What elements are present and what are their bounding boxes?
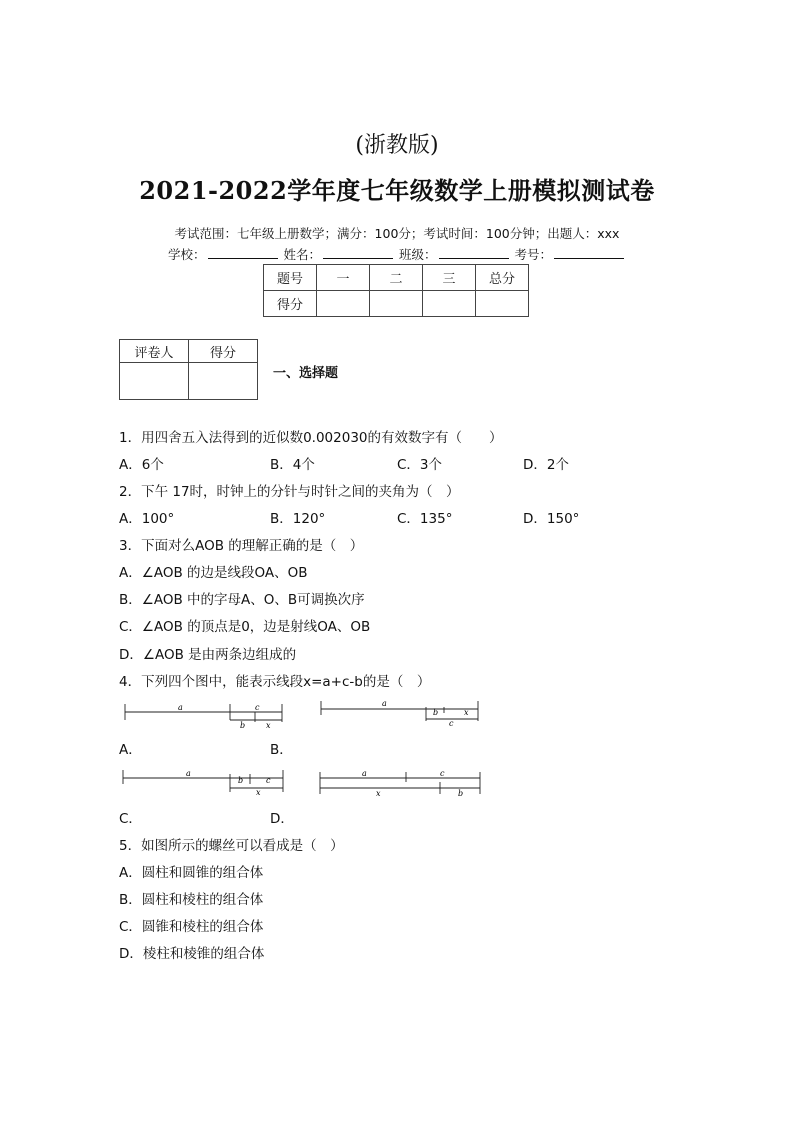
school-blank[interactable]: [208, 246, 278, 259]
q3-option-b[interactable]: B．∠AOB 中的字母A、O、B可调换次序: [119, 592, 365, 608]
question-5-stem: 5．如图所示的螺丝可以看成是（ ）: [119, 838, 344, 854]
q4-option-d[interactable]: D．: [270, 811, 294, 827]
name-blank[interactable]: [323, 246, 393, 259]
q4-option-a[interactable]: A．: [119, 742, 142, 758]
question-3-stem: 3．下面对么AOB 的理解正确的是（ ）: [119, 538, 364, 554]
q4-option-c[interactable]: C．: [119, 811, 142, 827]
score-cell[interactable]: [370, 291, 423, 317]
question-2-stem: 2．下午 17时，时钟上的分针与时针之间的夹角为（ ）: [119, 484, 460, 500]
q1-option-a[interactable]: A．6个: [119, 457, 164, 473]
fig-c-label-a: a: [186, 769, 191, 778]
grader-score-cell[interactable]: [189, 363, 258, 400]
class-blank[interactable]: [439, 246, 509, 259]
grader-header: 评卷人: [120, 340, 189, 363]
q2-option-c[interactable]: C．135°: [397, 511, 453, 527]
fig-b-label-c: c: [449, 719, 454, 727]
number-label: 考号：: [514, 247, 552, 262]
name-label: 姓名：: [283, 247, 321, 262]
q2-option-a[interactable]: A．100°: [119, 511, 175, 527]
q2-option-b[interactable]: B．120°: [270, 511, 326, 527]
score-header-cell: 一: [317, 265, 370, 291]
score-header-cell: 总分: [476, 265, 529, 291]
score-cell[interactable]: [476, 291, 529, 317]
fig-a-label-x: x: [266, 721, 271, 730]
score-table-score-row: [264, 291, 529, 317]
question-4-stem: 4．下列四个图中，能表示线段x=a+c-b的是（ ）: [119, 674, 431, 690]
fig-b-label-a: a: [382, 699, 387, 708]
score-header-cell: 二: [370, 265, 423, 291]
fig-c-label-b: b: [238, 776, 244, 785]
edition-label: (浙教版): [355, 133, 439, 158]
q4-figure-b: [316, 697, 486, 727]
q3-option-c[interactable]: C．∠AOB 的顶点是0，边是射线OA、OB: [119, 619, 371, 635]
fig-d-label-x: x: [376, 789, 381, 798]
score-cell[interactable]: [423, 291, 476, 317]
q5-option-b[interactable]: B．圆柱和棱柱的组合体: [119, 892, 264, 908]
grader-body-row: [120, 363, 258, 400]
exam-title: 2021-2022学年度七年级数学上册模拟测试卷: [139, 176, 655, 205]
fig-a-label-c: c: [255, 703, 260, 712]
score-header-cell: 题号: [264, 265, 317, 291]
school-label: 学校：: [167, 247, 206, 262]
q4-figure-c: [118, 766, 288, 796]
grader-header-row: [120, 340, 258, 363]
student-fields: [0, 245, 794, 263]
q4-option-b[interactable]: B．: [270, 742, 293, 758]
fig-d-label-a: a: [362, 769, 367, 778]
fig-a-label-b: b: [240, 721, 246, 730]
q3-option-a[interactable]: A．∠AOB 的边是线段OA、OB: [119, 565, 308, 581]
q4-figure-a: [120, 700, 290, 730]
score-row-label: 得分: [264, 291, 317, 317]
q1-option-b[interactable]: B．4个: [270, 457, 315, 473]
grader-table: [119, 339, 258, 400]
fig-b-label-x: x: [464, 708, 469, 717]
fig-d-label-b: b: [458, 789, 464, 798]
grader-score-header: 得分: [189, 340, 258, 363]
fig-c-label-c: c: [266, 776, 271, 785]
fig-b-label-b: b: [433, 708, 439, 717]
fig-c-label-x: x: [256, 788, 261, 796]
q5-option-c[interactable]: C．圆锥和棱柱的组合体: [119, 919, 264, 935]
question-1-stem: 1．用四舍五入法得到的近似数0.002030的有效数字有（ ）: [119, 430, 503, 446]
q5-option-a[interactable]: A．圆柱和圆锥的组合体: [119, 865, 264, 881]
number-blank[interactable]: [554, 246, 624, 259]
fig-d-label-c: c: [440, 769, 445, 778]
score-table: [263, 264, 529, 317]
q3-option-d[interactable]: D．∠AOB 是由两条边组成的: [119, 647, 297, 663]
score-cell[interactable]: [317, 291, 370, 317]
q5-option-d[interactable]: D．棱柱和棱锥的组合体: [119, 946, 265, 962]
q2-option-d[interactable]: D．150°: [523, 511, 580, 527]
fig-a-label-a: a: [178, 703, 183, 712]
q1-option-d[interactable]: D．2个: [523, 457, 569, 473]
section-heading: 一、选择题: [273, 366, 339, 381]
grader-cell[interactable]: [120, 363, 189, 400]
q4-figure-d: [316, 768, 486, 798]
score-table-header-row: [264, 265, 529, 291]
score-header-cell: 三: [423, 265, 476, 291]
exam-info: 考试范围：七年级上册数学；满分：100分；考试时间：100分钟；出题人：xxx: [174, 226, 620, 241]
q1-option-c[interactable]: C．3个: [397, 457, 443, 473]
class-label: 班级：: [398, 247, 437, 262]
